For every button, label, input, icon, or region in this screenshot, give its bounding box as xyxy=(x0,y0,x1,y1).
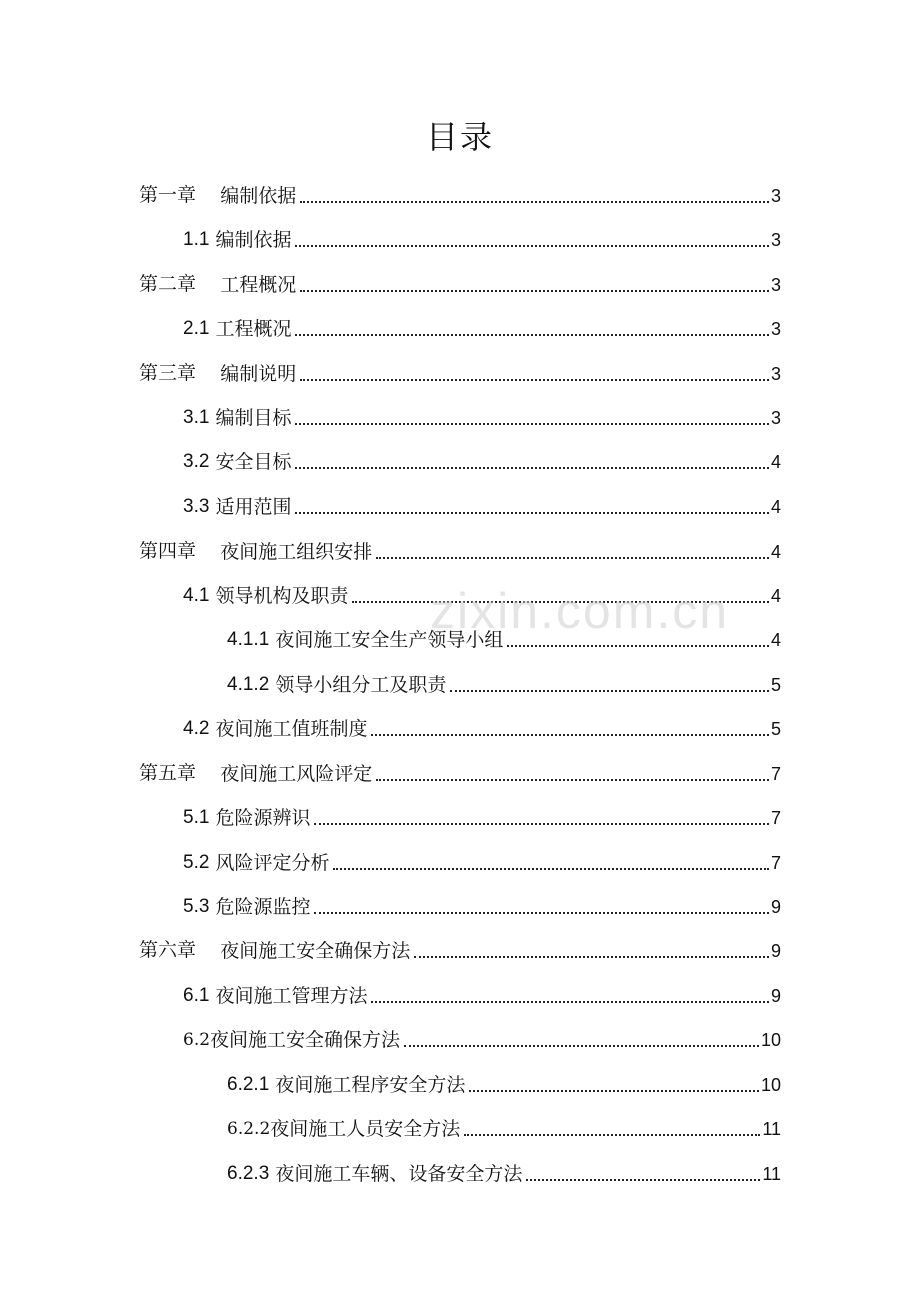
toc-entry-page: 10 xyxy=(760,1030,781,1050)
toc-entry-number: 1.1 xyxy=(183,229,210,250)
toc-leader-dots xyxy=(333,868,769,870)
toc-leader-dots xyxy=(414,956,769,958)
toc-entry-page: 7 xyxy=(770,764,781,784)
toc-entry-section-4-1-2[interactable] xyxy=(227,671,781,699)
toc-entry-gap xyxy=(196,360,220,388)
toc-entry-number: 6.2.1 xyxy=(227,1074,270,1095)
toc-leader-dots xyxy=(464,1134,760,1136)
toc-entry-page: 4 xyxy=(770,497,781,517)
toc-entry-number: 5.3 xyxy=(183,896,210,917)
toc-leader-dots xyxy=(450,690,769,692)
toc-entry-page: 3 xyxy=(770,319,781,339)
toc-leader-dots xyxy=(295,245,769,247)
toc-entry-page: 4 xyxy=(770,630,781,650)
toc-entry-page: 3 xyxy=(770,408,781,428)
toc-entry-gap xyxy=(196,760,220,788)
toc-entry-number: 4.1.2 xyxy=(227,674,270,695)
toc-entry-title: 适用范围 xyxy=(215,496,292,518)
toc-leader-dots xyxy=(376,557,769,559)
toc-leader-dots xyxy=(300,201,769,203)
toc-entry-title: 夜间施工值班制度 xyxy=(215,718,368,740)
toc-entry-chapter-1[interactable] xyxy=(139,182,781,210)
toc-leader-dots xyxy=(526,1179,760,1181)
toc-entry-title: 危险源监控 xyxy=(215,896,311,918)
toc-entry-number: 6.2 xyxy=(183,1030,211,1050)
toc-entry-page: 3 xyxy=(770,230,781,250)
toc-entry-section-2-1[interactable] xyxy=(183,315,781,343)
toc-leader-dots xyxy=(300,290,769,292)
toc-entry-number: 4.1.1 xyxy=(227,629,270,650)
toc-entry-title: 安全目标 xyxy=(215,451,292,473)
toc-entry-title: 夜间施工组织安排 xyxy=(220,541,373,563)
toc-entry-title: 编制目标 xyxy=(215,407,292,429)
toc-entry-section-6-2-1[interactable] xyxy=(227,1071,781,1099)
toc-entry-title: 领导机构及职责 xyxy=(215,585,349,607)
toc-entry-chapter-4[interactable] xyxy=(139,538,781,566)
toc-entry-title: 工程概况 xyxy=(215,318,292,340)
toc-entry-page: 4 xyxy=(770,586,781,606)
toc-entry-section-3-2[interactable] xyxy=(183,448,781,476)
toc-entry-section-5-3[interactable] xyxy=(183,893,781,921)
toc-entry-number: 2.1 xyxy=(183,318,210,339)
toc-leader-dots xyxy=(376,779,769,781)
toc-entry-page: 4 xyxy=(770,452,781,472)
toc-entry-number: 5.2 xyxy=(183,852,210,873)
toc-entry-page: 3 xyxy=(770,275,781,295)
toc-entry-number: 第三章 xyxy=(139,363,197,384)
toc-entry-page: 3 xyxy=(770,186,781,206)
toc-entry-section-4-1-1[interactable] xyxy=(227,626,781,654)
toc-entry-page: 3 xyxy=(770,364,781,384)
toc-entry-number: 6.1 xyxy=(183,985,210,1006)
toc-entry-page: 7 xyxy=(770,853,781,873)
toc-entry-number: 5.1 xyxy=(183,807,210,828)
toc-entry-page: 5 xyxy=(770,719,781,739)
toc-entry-title: 夜间施工人员安全方法 xyxy=(270,1118,461,1140)
toc-entry-title: 编制说明 xyxy=(220,363,297,385)
toc-entry-page: 5 xyxy=(770,675,781,695)
toc-title: 目录 xyxy=(425,118,494,156)
toc-entry-section-4-2[interactable] xyxy=(183,715,781,743)
toc-entry-section-5-2[interactable] xyxy=(183,849,781,877)
toc-entry-title: 夜间施工安全生产领导小组 xyxy=(275,629,504,651)
toc-entry-gap xyxy=(196,937,220,965)
toc-entry-page: 4 xyxy=(770,542,781,562)
toc-entry-section-6-2-2[interactable] xyxy=(227,1115,781,1143)
toc-entry-number: 3.1 xyxy=(183,407,210,428)
toc-entry-chapter-5[interactable] xyxy=(139,760,781,788)
toc-leader-dots xyxy=(404,1045,759,1047)
toc-leader-dots xyxy=(300,379,769,381)
toc-leader-dots xyxy=(371,734,769,736)
toc-entry-number: 第六章 xyxy=(139,940,197,961)
toc-leader-dots xyxy=(295,423,769,425)
toc-entry-chapter-2[interactable] xyxy=(139,271,781,299)
toc-leader-dots xyxy=(295,512,769,514)
toc-entry-title: 领导小组分工及职责 xyxy=(275,674,447,696)
toc-entry-section-1-1[interactable] xyxy=(183,226,781,254)
toc-entry-section-6-2[interactable] xyxy=(183,1026,781,1054)
toc-entry-number: 6.2.3 xyxy=(227,1163,270,1184)
toc-entry-title: 危险源辨识 xyxy=(215,807,311,829)
toc-entry-section-3-1[interactable] xyxy=(183,404,781,432)
toc-leader-dots xyxy=(314,823,769,825)
toc-leader-dots xyxy=(352,601,769,603)
toc-leader-dots xyxy=(371,1001,769,1003)
toc-entry-number: 第四章 xyxy=(139,541,197,562)
toc-entry-number: 3.3 xyxy=(183,496,210,517)
toc-entry-section-6-1[interactable] xyxy=(183,982,781,1010)
toc-entry-number: 第五章 xyxy=(139,763,197,784)
toc-entry-page: 9 xyxy=(770,941,781,961)
toc-entry-number: 4.2 xyxy=(183,718,210,739)
toc-entry-chapter-6[interactable] xyxy=(139,937,781,965)
toc-entry-page: 10 xyxy=(760,1075,781,1095)
toc-entry-title: 编制依据 xyxy=(220,185,297,207)
toc-entry-title: 夜间施工安全确保方法 xyxy=(210,1029,401,1051)
toc-entry-title: 夜间施工安全确保方法 xyxy=(220,940,411,962)
toc-entry-page: 7 xyxy=(770,808,781,828)
toc-entry-title: 风险评定分析 xyxy=(215,852,330,874)
toc-leader-dots xyxy=(295,334,769,336)
toc-entry-section-5-1[interactable] xyxy=(183,804,781,832)
toc-leader-dots xyxy=(507,645,769,647)
toc-entry-title: 夜间施工管理方法 xyxy=(215,985,368,1007)
toc-entry-title: 编制依据 xyxy=(215,229,292,251)
toc-entry-number: 第一章 xyxy=(139,185,197,206)
toc-leader-dots xyxy=(314,912,769,914)
toc-entry-gap xyxy=(196,271,220,299)
toc-entry-title: 夜间施工车辆、设备安全方法 xyxy=(275,1163,523,1185)
toc-entry-page: 9 xyxy=(770,986,781,1006)
toc-entry-page: 9 xyxy=(770,897,781,917)
toc-entry-number: 4.1 xyxy=(183,585,210,606)
toc-entry-number: 3.2 xyxy=(183,451,210,472)
toc-entry-title: 工程概况 xyxy=(220,274,297,296)
toc-entry-page: 11 xyxy=(762,1164,781,1184)
toc-entry-gap xyxy=(196,538,220,566)
toc-entry-number: 第二章 xyxy=(139,274,197,295)
toc-entry-number: 6.2.2 xyxy=(227,1119,271,1139)
toc-leader-dots xyxy=(295,467,769,469)
toc-entry-page: 11 xyxy=(762,1119,781,1139)
toc-entry-section-6-2-3[interactable] xyxy=(227,1160,781,1188)
toc-entry-section-4-1[interactable] xyxy=(183,582,781,610)
toc-entry-section-3-3[interactable] xyxy=(183,493,781,521)
toc-entry-title: 夜间施工风险评定 xyxy=(220,763,373,785)
toc-entry-chapter-3[interactable] xyxy=(139,360,781,388)
toc-leader-dots xyxy=(469,1090,759,1092)
watermark: zixin.com.cn xyxy=(430,583,730,639)
toc-entry-gap xyxy=(196,182,220,210)
toc-entry-title: 夜间施工程序安全方法 xyxy=(275,1074,466,1096)
